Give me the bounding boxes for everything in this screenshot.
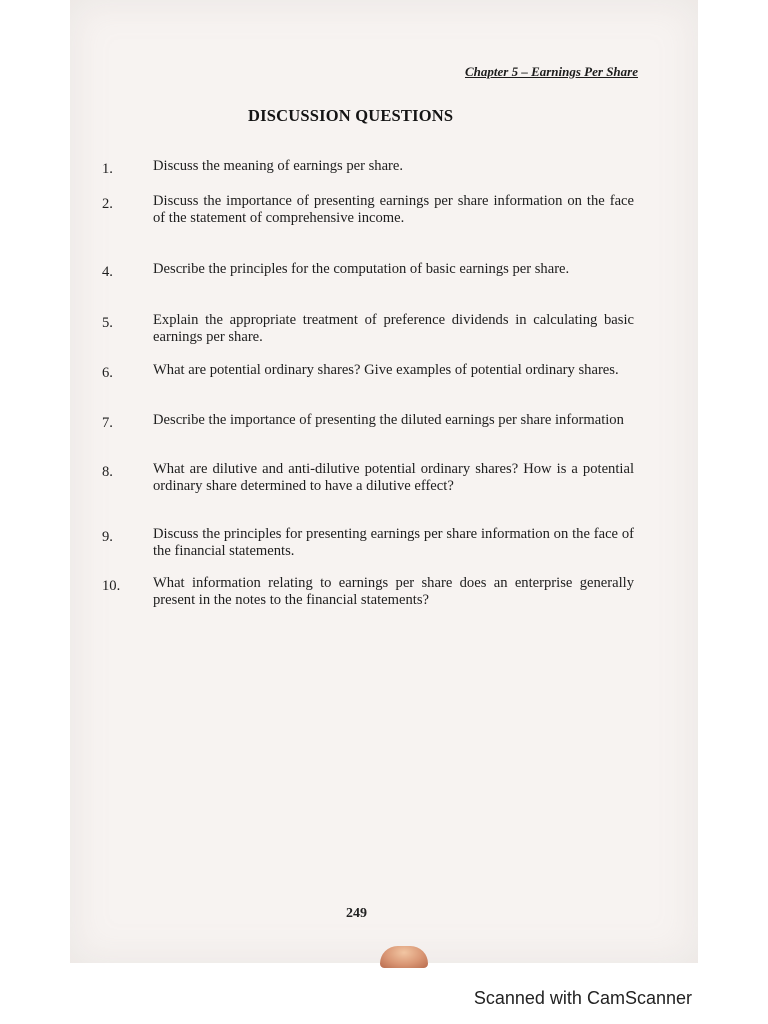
question-text: What are potential ordinary shares? Give examples of potential ordinary shares. — [153, 362, 619, 378]
question-number: 9. — [102, 529, 113, 545]
question-text: Discuss the importance of presenting earnings per share information on the face of the statement of comprehensive income. — [153, 193, 634, 226]
question-number: 7. — [102, 415, 113, 431]
question-number: 2. — [102, 196, 113, 212]
finger-thumb — [380, 946, 428, 968]
question-number: 5. — [102, 315, 113, 331]
question-text: Discuss the meaning of earnings per share. — [153, 158, 404, 174]
page-number: 249 — [346, 906, 367, 921]
question-number: 10. — [102, 578, 121, 594]
question-number: 1. — [102, 161, 113, 177]
question-text: What information relating to earnings per share does an enterprise generally present in the notes to the financial statements? — [153, 575, 634, 608]
question-text: Discuss the principles for presenting earnings per share information on the face of the financial statements. — [153, 526, 634, 559]
question-number: 4. — [102, 264, 113, 280]
question-number: 6. — [102, 365, 113, 381]
question-text: What are dilutive and anti-dilutive potential ordinary shares? How is a potential ordinary share determined to have a dilutive effect? — [153, 461, 634, 494]
question-number: 8. — [102, 464, 113, 480]
question-text: Describe the principles for the computation of basic earnings per share. — [153, 261, 570, 277]
question-text: Explain the appropriate treatment of preference dividends in calculating basic earnings per share. — [153, 312, 634, 345]
question-text: Describe the importance of presenting the diluted earnings per share information — [153, 412, 624, 428]
camscanner-watermark: Scanned with CamScanner — [473, 988, 692, 1008]
chapter-header: Chapter 5 – Earnings Per Share — [464, 64, 638, 79]
section-title: DISCUSSION QUESTIONS — [248, 106, 454, 125]
